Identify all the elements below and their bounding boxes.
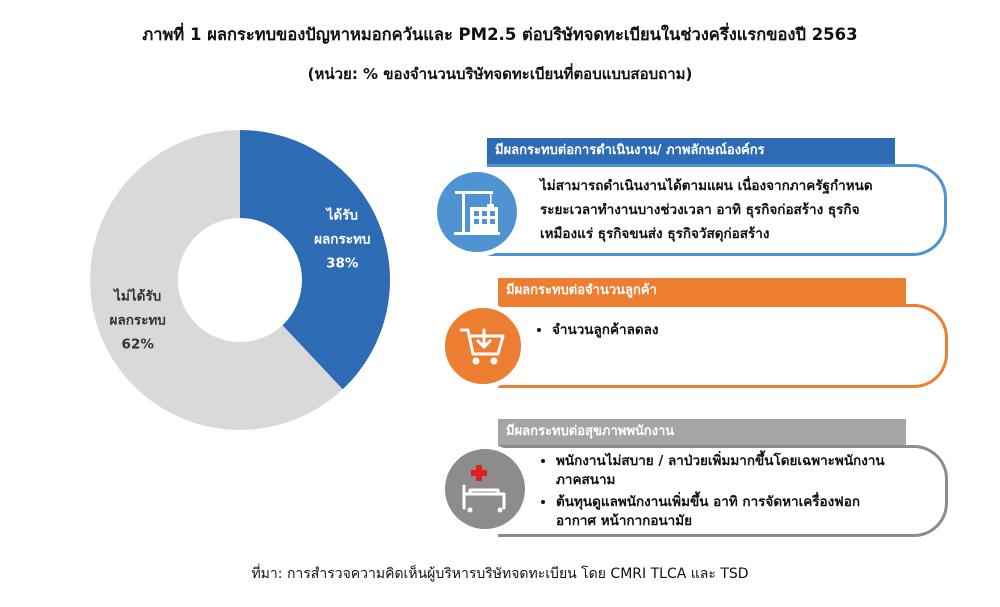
slice-category-label: ผลกระทบ — [109, 312, 166, 329]
figure-title: ภาพที่ 1 ผลกระทบของปัญหาหมอกควันและ PM2.5 ต่อบริษัทจดทะเบียนในช่วงครึ่งแรกของปี 2563 — [142, 25, 858, 44]
slice-value-label: 38% — [326, 255, 359, 272]
slice-value-label: 62% — [121, 336, 154, 353]
panel-bullet: • จำนวนลูกค้าลดลง — [552, 318, 934, 342]
slice-category-label: ผลกระทบ — [314, 231, 371, 248]
hospital-bed-icon — [440, 444, 530, 534]
panel-header-customers: มีผลกระทบต่อจำนวนลูกค้า — [498, 278, 906, 304]
slice-category-label: ได้รับ — [326, 207, 358, 224]
panel-text-line: เหมืองแร่ ธุรกิจขนส่ง ธุรกิจวัสดุก่อสร้าง — [540, 226, 770, 242]
panel-text-line: ไม่สามารถดำเนินงานได้ตามแผน เนื่องจากภาครัฐกำหนด — [540, 178, 873, 194]
slice-category-label: ไม่ได้รับ — [114, 288, 162, 305]
donut-chart — [80, 100, 410, 460]
panel-bullet: • ต้นทุนดูแลพนักงานเพิ่มขึ้น อาทิ การจัดหาเครื่องฟอก อากาศ หน้ากากอนามัย — [556, 493, 938, 531]
panel-bullet: • พนักงานไม่สบาย / ลาป่วยเพิ่มมากขึ้นโดยเฉพาะพนักงาน ภาคสนาม — [556, 452, 938, 490]
shopping-cart-down-icon — [440, 303, 526, 389]
panel-header-operations: มีผลกระทบต่อการดำเนินงาน/ ภาพลักษณ์องค์กร — [487, 138, 895, 164]
source-note: ที่มา: การสำรวจความคิดเห็นผู้บริหารบริษัทจดทะเบียน โดย CMRI TLCA และ TSD — [251, 566, 749, 582]
panel-box-customers — [498, 304, 948, 388]
panel-header-health: มีผลกระทบต่อสุขภาพพนักงาน — [498, 419, 906, 445]
panel-text-line: ระยะเวลาทำงานบางช่วงเวลา อาทิ ธุรกิจก่อสร้าง ธุรกิจ — [540, 202, 860, 218]
figure-subtitle: (หน่วย: % ของจำนวนบริษัทจดทะเบียนที่ตอบแบบสอบถาม) — [307, 65, 693, 83]
building-construction-icon — [432, 167, 522, 257]
